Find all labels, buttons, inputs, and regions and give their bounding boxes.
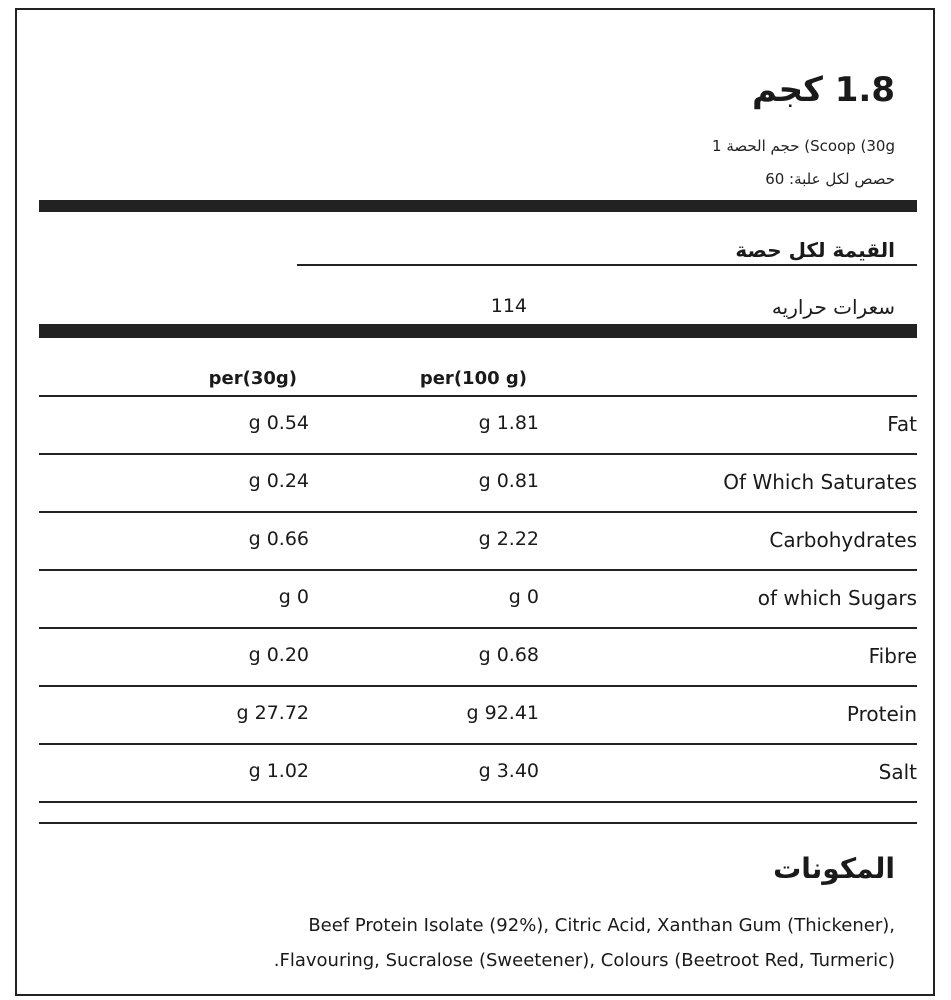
ingredients-line-1: Beef Protein Isolate (92%), Citric Acid, Xanthan Gum (Thickener), [308, 915, 895, 936]
table-row [39, 745, 917, 803]
calories-label: سعرات حراريه [771, 295, 895, 319]
value-per-30g: g 0.24 [248, 470, 309, 492]
row-separator [39, 801, 917, 803]
value-per-30g: g 1.02 [248, 760, 309, 782]
servings-per-container: حصص لكل علبة: 60 [765, 170, 895, 188]
nutrient-name: Protein [846, 702, 917, 726]
value-per-30g: g 0.66 [248, 528, 309, 550]
value-per-100g: g 3.40 [478, 760, 539, 782]
nutrient-name: Salt [878, 760, 917, 784]
table-row [39, 513, 917, 571]
table-row [39, 571, 917, 629]
per-serving-underline [297, 264, 917, 266]
value-per-30g: g 27.72 [236, 702, 309, 724]
value-per-30g: g 0 [278, 586, 309, 608]
value-per-30g: g 0.54 [248, 412, 309, 434]
table-row [39, 455, 917, 513]
calories-value: 114 [490, 295, 527, 317]
ingredients-text [75, 908, 895, 978]
nutrient-name: of which Sugars [757, 586, 917, 610]
serving-size: حجم الحصة 1 (Scoop (30g [712, 137, 895, 155]
column-header-30g: per(30g) [208, 368, 297, 389]
per-serving-title: القيمة لكل حصة [735, 238, 895, 262]
value-per-100g: g 0 [508, 586, 539, 608]
value-per-100g: g 1.81 [478, 412, 539, 434]
nutrient-name: Of Which Saturates [723, 470, 917, 494]
nutrition-label [15, 8, 935, 996]
value-per-100g: g 0.81 [478, 470, 539, 492]
table-row [39, 629, 917, 687]
ingredients-line-2: .Flavouring, Sucralose (Sweetener), Colours (Beetroot Red, Turmeric) [273, 950, 895, 971]
value-per-100g: g 2.22 [478, 528, 539, 550]
value-per-100g: g 0.68 [478, 644, 539, 666]
column-header-100g: per(100 g) [419, 368, 527, 389]
ingredients-title: المكونات [773, 852, 895, 885]
table-bottom-rule [39, 822, 917, 824]
value-per-100g: g 92.41 [466, 702, 539, 724]
value-per-30g: g 0.20 [248, 644, 309, 666]
table-row [39, 687, 917, 745]
nutrient-name: Carbohydrates [769, 528, 917, 552]
product-weight-title: 1.8 كجم [751, 70, 895, 110]
nutrient-name: Fibre [868, 644, 917, 668]
table-row [39, 397, 917, 455]
calories-divider-bar [39, 324, 917, 338]
top-divider-bar [39, 200, 917, 212]
nutrient-name: Fat [887, 412, 917, 436]
